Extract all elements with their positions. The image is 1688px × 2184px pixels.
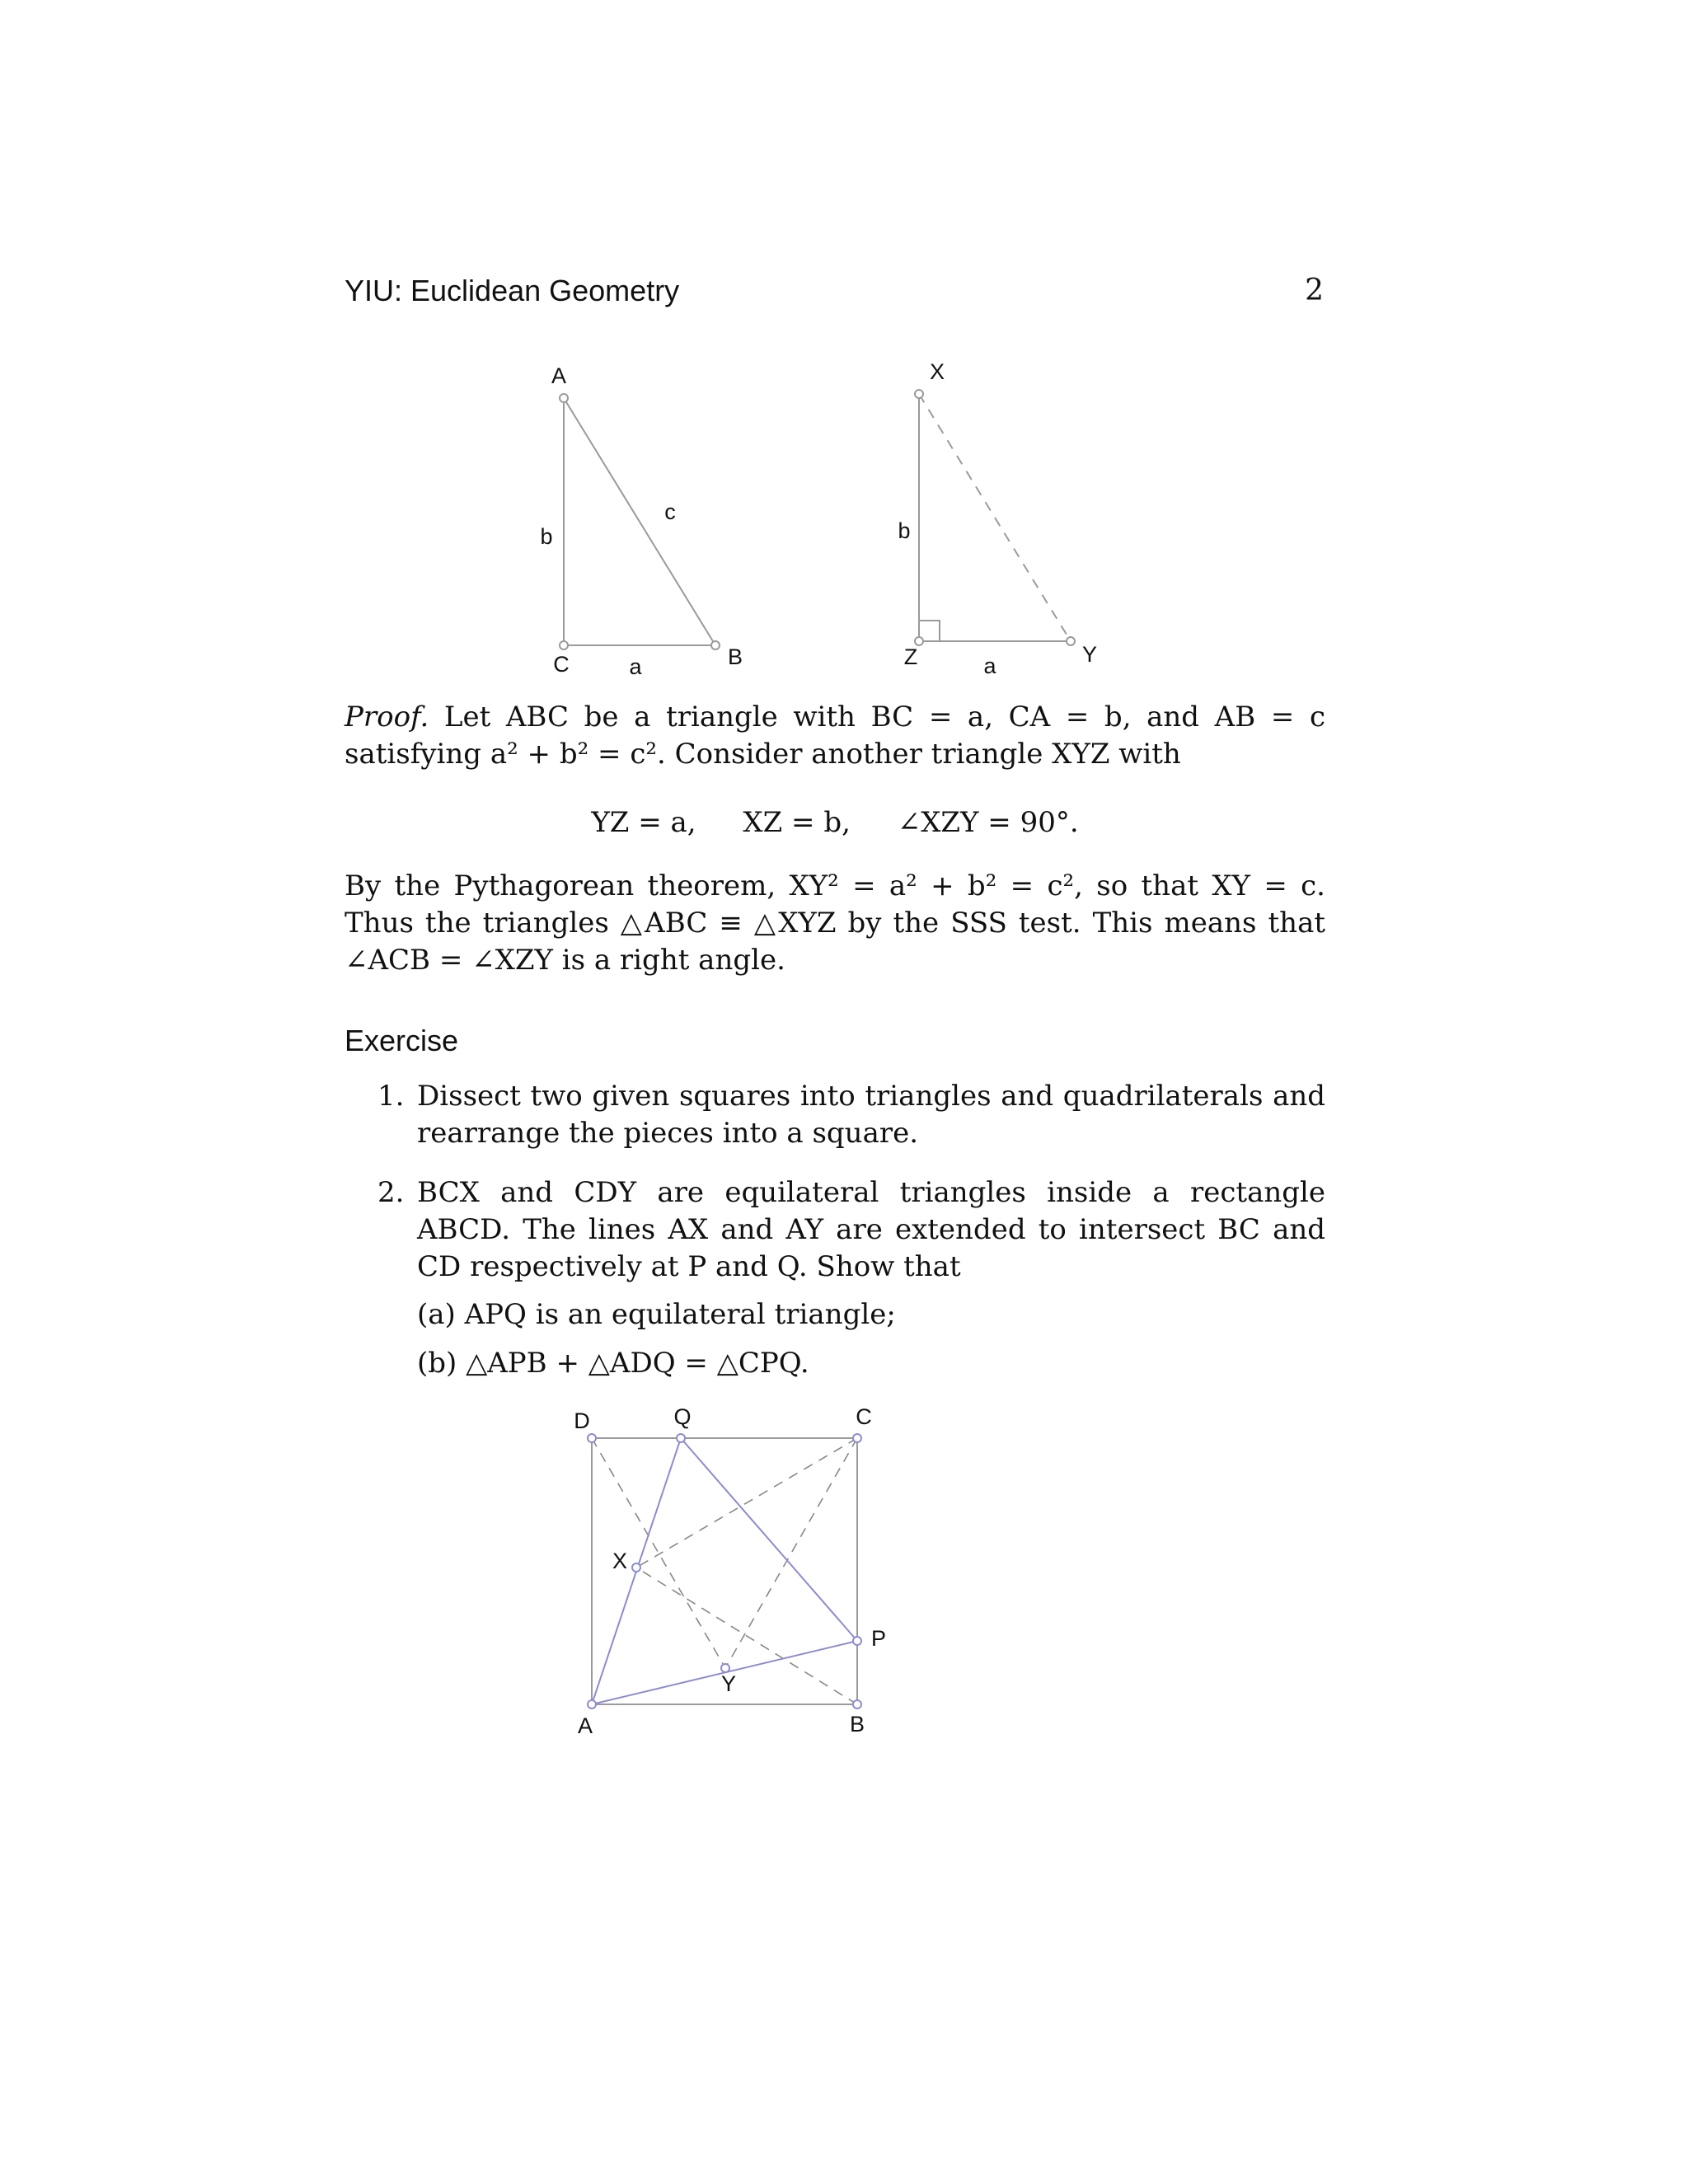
point-d (588, 1434, 596, 1442)
point-c (853, 1434, 861, 1442)
label-side-c: c (664, 499, 676, 524)
proof-label: Proof. (345, 701, 429, 733)
label-y: Y (1081, 642, 1098, 667)
label-x: X (612, 1549, 628, 1573)
label-side-b-2: b (898, 518, 911, 543)
dashed-bx (636, 1568, 857, 1704)
item-number: 2. (377, 1176, 405, 1209)
label-q: Q (673, 1404, 692, 1429)
label-z: Z (903, 644, 918, 669)
dashed-cx (636, 1438, 857, 1568)
item-text: Dissect two given squares into triangles and quadrilaterals and rearrange the pieces into a square. (417, 1080, 1325, 1150)
item-number: 1. (377, 1080, 405, 1113)
page-number: 2 (1305, 274, 1324, 307)
point-x (632, 1563, 640, 1572)
label-side-a-2: a (983, 654, 996, 678)
item-text: BCX and CDY are equilateral triangles inside a rectangle ABCD. The lines AX and AY are extended to intersect BC and CD respectively at P and Q. Show that (417, 1176, 1325, 1283)
display-yz: YZ = a, (591, 806, 696, 839)
proof-body: By the Pythagorean theorem, XY² = a² + b² = c², so that XY = c. Thus the triangles △ABC ≡ △XYZ by the SSS test. This means that ∠ACB = ∠XZY is a right angle. (345, 869, 1325, 977)
point-b (853, 1700, 861, 1708)
line-qp (681, 1438, 857, 1641)
label-b: B (727, 644, 743, 669)
label-a: A (551, 363, 567, 388)
label-b: B (849, 1712, 865, 1736)
dashed-cy (725, 1438, 857, 1668)
label-c: C (553, 652, 570, 677)
subitem-b: (b) △APB + △ADQ = △CPQ. (417, 1347, 809, 1380)
proof-line1: Let ABC be a triangle with BC = a, CA = b, and AB = c satisfying a² + b² = c². Consider another triangle XYZ with (345, 701, 1325, 771)
running-head: YIU: Euclidean Geometry (345, 274, 680, 307)
point-a (588, 1700, 596, 1708)
exercise-heading: Exercise (345, 1024, 459, 1057)
display-angle: ∠XZY = 90°. (897, 806, 1079, 839)
label-c: C (856, 1404, 872, 1429)
points (588, 1434, 861, 1708)
label-d: D (574, 1408, 590, 1433)
label-y: Y (720, 1671, 737, 1696)
label-side-b: b (540, 524, 553, 549)
display-xz: XZ = b, (743, 806, 851, 839)
label-p: P (870, 1626, 887, 1651)
point-q (677, 1434, 685, 1442)
label-side-a: a (629, 654, 642, 679)
subitem-a: (a) APQ is an equilateral triangle; (417, 1298, 896, 1331)
label-x: X (929, 359, 945, 384)
label-a: A (577, 1713, 593, 1738)
point-p (853, 1637, 861, 1645)
